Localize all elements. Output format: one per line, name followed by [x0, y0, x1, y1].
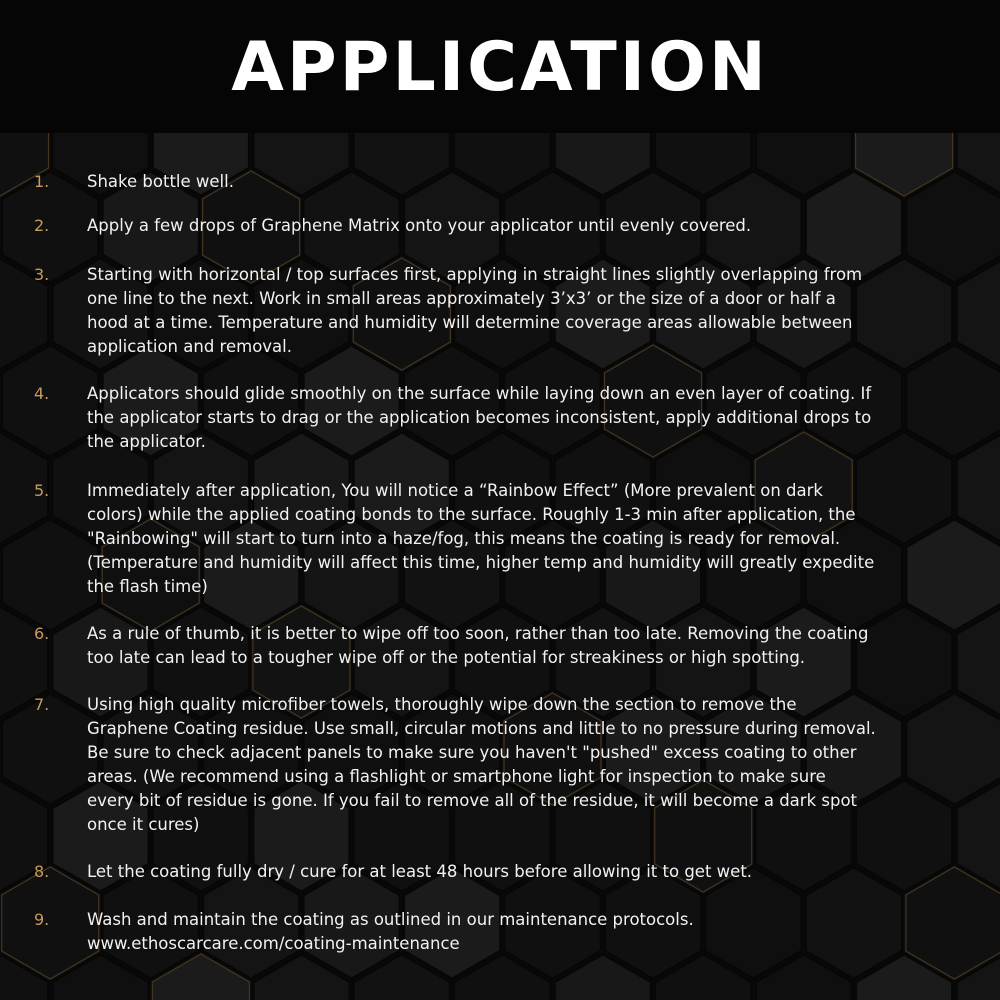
page-title: APPLICATION	[231, 28, 769, 107]
step-text: Let the coating fully dry / cure for at least 48 hours before allowing it to get wet.	[87, 862, 753, 881]
maintenance-link-text: www.ethoscarcare.com/coating-maintenance	[87, 934, 460, 953]
step-text: Immediately after application, You will notice a “Rainbow Effect” (More prevalent on dark colors) while the applied coating bonds to the surface. Roughly 1-3 min after application, the "Rainbowing" will start to turn into a haze/fog, this means the coating is ready for removal. (Temperature and humidity will affect this time, higher temp and humidity will greatly expedite the flash time)	[87, 481, 875, 596]
step-number: 2.	[34, 216, 50, 235]
step-text: Shake bottle well.	[87, 172, 234, 191]
step-text: Applicators should glide smoothly on the surface while laying down an even layer of coating. If the applicator starts to drag or the application becomes inconsistent, apply additional drops to the applicator.	[87, 384, 872, 451]
step-text: Apply a few drops of Graphene Matrix onto your applicator until evenly covered.	[87, 216, 752, 235]
step-text: Wash and maintain the coating as outlined in our maintenance protocols. www.ethoscarcare.com/coating-maintenance	[87, 908, 967, 956]
step-text: Starting with horizontal / top surfaces first, applying in straight lines slightly overlapping from one line to the next. Work in small areas approximately 3’x3’ or the size of a door or half a hood at a time. Temperature and humidity will determine coverage areas allowable between application and removal.	[87, 265, 863, 356]
step-number: 3.	[34, 265, 50, 284]
step-number: 6.	[34, 624, 50, 643]
step-number: 9.	[34, 910, 50, 929]
step-text: As a rule of thumb, it is better to wipe off too soon, rather than too late. Removing the coating too late can lead to a tougher wipe off or the potential for streakiness or high spotting.	[87, 624, 869, 667]
step-number: 1.	[34, 172, 50, 191]
step-text: Using high quality microfiber towels, thoroughly wipe down the section to remove the Graphene Coating residue. Use small, circular motions and little to no pressure during removal. Be sure to check adjacent panels to make sure you haven't "pushed" excess coating to other areas. (We recommend using a flashlight or smartphone light for inspection to make sure every bit of residue is gone. If you fail to remove all of the residue, it will become a dark spot once it cures)	[87, 695, 876, 834]
step-number: 4.	[34, 384, 50, 403]
step-number: 8.	[34, 862, 50, 881]
step-number: 7.	[34, 695, 50, 714]
step-number: 5.	[34, 481, 50, 500]
